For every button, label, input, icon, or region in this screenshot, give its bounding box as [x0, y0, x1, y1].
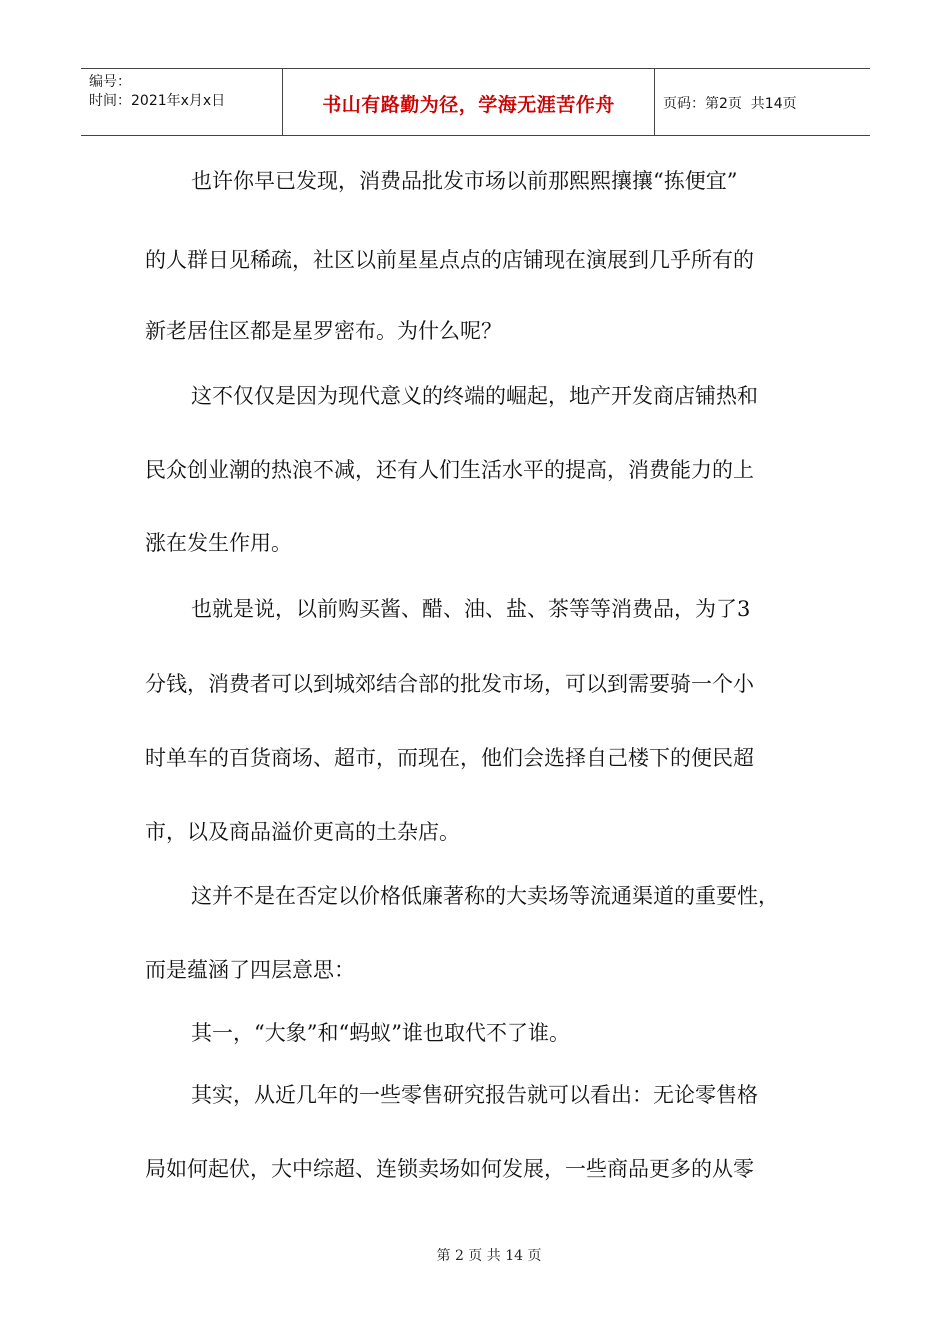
header-divider	[654, 69, 655, 135]
text-line: 涨在发生作用。	[145, 531, 292, 555]
header-meta	[89, 73, 225, 111]
text-line: 其一，“大象”和“蚂蚁”谁也取代不了谁。	[191, 1021, 570, 1045]
text-line: 这并不是在否定以价格低廉著称的大卖场等流通渠道的重要性，	[191, 884, 779, 908]
text-line: 民众创业潮的热浪不减，还有人们生活水平的提高，消费能力的上	[145, 458, 754, 482]
date-label: 时间：2021年x月x日	[89, 93, 226, 109]
text-line: 分钱，消费者可以到城郊结合部的批发市场，可以到需要骑一个小	[145, 672, 754, 696]
text-line: 这不仅仅是因为现代意义的终端的崛起，地产开发商店铺热和	[191, 384, 758, 408]
page-header	[81, 68, 870, 136]
header-motto: 书山有路勤为径，学海无涯苦作舟	[322, 93, 615, 116]
text-line: 其实，从近几年的一些零售研究报告就可以看出：无论零售格	[191, 1083, 758, 1107]
header-page-info: 页码：第2页 共14页	[663, 96, 797, 112]
text-line: 的人群日见稀疏，社区以前星星点点的店铺现在演展到几乎所有的	[145, 248, 754, 272]
text-line: 也就是说，以前购买酱、醋、油、盐、茶等等消费品，为了3	[191, 597, 751, 621]
text-line: 也许你早已发现，消费品批发市场以前那熙熙攘攘“拣便宜”	[191, 169, 738, 193]
text-line: 市，以及商品溢价更高的土杂店。	[145, 820, 460, 844]
text-line: 时单车的百货商场、超市，而现在，他们会选择自己楼下的便民超	[145, 746, 754, 770]
text-line: 局如何起伏，大中综超、连锁卖场如何发展，一些商品更多的从零	[145, 1157, 754, 1181]
text-line: 而是蕴涵了四层意思：	[145, 958, 355, 982]
number-label: 编号：	[89, 74, 131, 90]
text-line: 新老居住区都是星罗密布。为什么呢？	[145, 319, 502, 343]
page-footer: 第 2 页 共 14 页	[436, 1248, 542, 1264]
